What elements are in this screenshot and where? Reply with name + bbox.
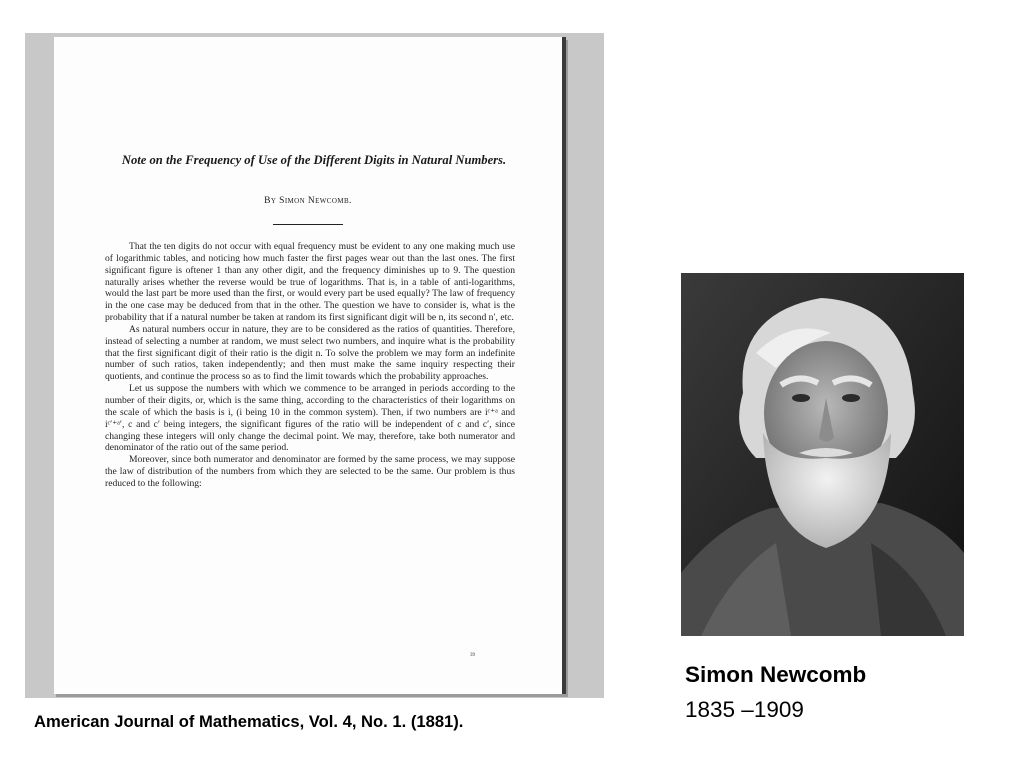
paper-byline: By Simon Newcomb. (264, 196, 352, 206)
portrait-name: Simon Newcomb (685, 662, 867, 687)
portrait-photo (681, 273, 964, 636)
journal-citation: American Journal of Mathematics, Vol. 4, No. 1. (1881). (34, 712, 464, 731)
page-number: 39 (470, 653, 475, 658)
paper-title: Note on the Frequency of Use of the Different Digits in Natural Numbers. (121, 153, 507, 167)
title-divider (273, 224, 343, 225)
portrait-illustration (681, 273, 964, 636)
portrait-years: 1835 –1909 (685, 697, 804, 722)
paragraph: As natural numbers occur in nature, they are to be considered as the ratios of quantities. Therefore, instead of selecting a number at random, we must select two numbers, and inquire what is the probability that the first significant digit of their ratio is the digit n. To solve the problem we may form an indefinite number of such ratios, taken independently; and then must make the same inquiry respecting their quotients, and continue the process so as to find the limit towards which the probability approaches. (105, 323, 515, 383)
paper-body (105, 241, 515, 490)
paper-page (54, 37, 566, 694)
paragraph: That the ten digits do not occur with equal frequency must be evident to any one making much use of logarithmic tables, and noticing how much faster the first pages wear out than the last ones. The first significant figure is oftener 1 than any other digit, and the frequency diminishes up to 9. The question naturally arises whether the reverse would be true of logarithms. That is, in a table of anti-logarithms, would the last part be more used than the first, or would every part be used equally? The law of frequency in the one case may be deduced from that in the other. The question we have to consider is, what is the probability that if a natural number be taken at random its first significant digit will be n, its second n′, etc. (105, 241, 515, 324)
paragraph: Moreover, since both numerator and denominator are formed by the same process, we may suppose the law of distribution of the numbers from which they are selected to be the same. Our problem is thus reduced to the following: (105, 454, 515, 489)
scanned-document-frame (25, 33, 604, 698)
paragraph: Let us suppose the numbers with which we commence to be arranged in periods according to the number of their digits, or, which is the same thing, according to the characteristics of their logarithms on the scale of which the basis is i, (i being 10 in the common system). Then, if two numbers are iᶜ⁺ᵃ and iᶜ′⁺ᵃ′, c and c′ being integers, the significant figures of the ratio will be independent of c and c′, since changing these integers will only change the decimal point. We may, therefore, take both numerator and denominator of the ratio out of the same period. (105, 383, 515, 454)
